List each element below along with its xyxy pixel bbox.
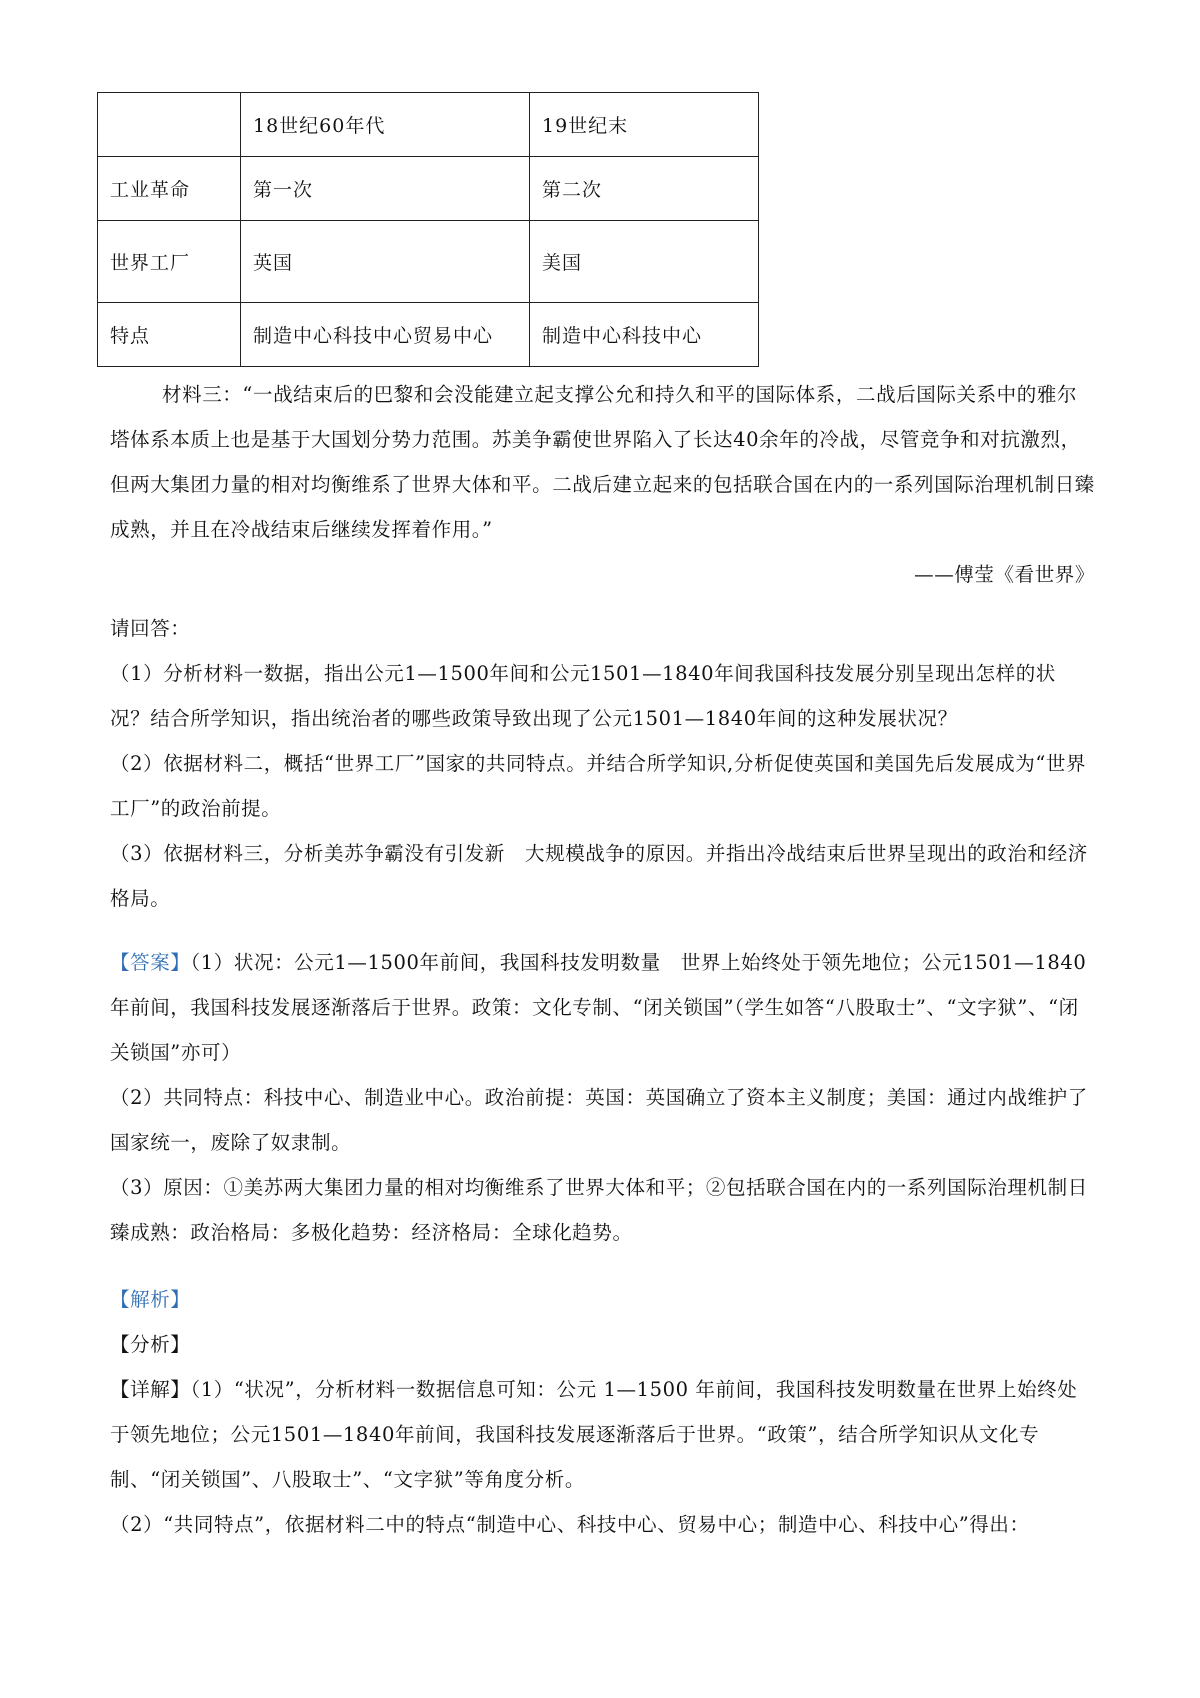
analysis-section [110,1277,1095,1547]
table-cell: 特点 [98,303,241,367]
detail-1 [110,1367,1095,1502]
answer-section [110,940,1095,1255]
table-cell: 英国 [241,221,530,303]
table-header-row [98,93,759,157]
table-header-cell [98,93,241,157]
table-cell: 世界工厂 [98,221,241,303]
table-cell: 美国 [530,221,759,303]
table-cell: 第二次 [530,157,759,221]
material-three [110,372,1095,597]
table-header-cell: 19世纪末 [530,93,759,157]
table-cell: 制造中心科技中心贸易中心 [241,303,530,367]
table-row [98,303,759,367]
table-cell: 第一次 [241,157,530,221]
detail-1-text: （1）“状况”，分析材料一数据信息可知：公元 1—1500 年前间，我国科技发明数量在世界上始终处于领先地位；公元1501—1840年前间，我国科技发展逐渐落后于世界。“政策”，结合所学知识从文化专制、“闭关锁国”、八股取士”、“文字狱”等角度分析。 [110,1378,1078,1491]
answer-2: （2）共同特点：科技中心、制造业中心。政治前提：英国：英国确立了资本主义制度；美国：通过内战维护了国家统一，废除了奴隶制。 [110,1086,1088,1154]
answer-3: （3）原因：①美苏两大集团力量的相对均衡维系了世界大体和平；②包括联合国在内的一系列国际治理机制日臻成熟：政治格局：多极化趋势：经济格局：全球化趋势。 [110,1176,1088,1244]
detail-tag: 【详解】 [110,1378,191,1401]
question-2: （2）依据材料二，概括“世界工厂”国家的共同特点。并结合所学知识,分析促使英国和美国先后发展成为“世界工厂”的政治前提。 [110,752,1087,820]
table-cell: 工业革命 [98,157,241,221]
answer-1-text: （1）状况：公元1—1500年前间，我国科技发明数量 世界上始终处于领先地位；公元1501—1840年前间，我国科技发展逐渐落后于世界。政策：文化专制、“闭关锁国”（学生如答“八股取士”、“文字狱”、“闭关锁国”亦可） [110,951,1087,1064]
table-row [98,157,759,221]
analysis-sub-tag: 【分析】 [110,1333,191,1356]
question-1: （1）分析材料一数据，指出公元1—1500年间和公元1501—1840年间我国科技发展分别呈现出怎样的状况？结合所学知识，指出统治者的哪些政策导致出现了公元1501—1840年间的这种发展状况？ [110,662,1056,730]
question-prompt [110,606,1095,921]
table-header-cell: 18世纪60年代 [241,93,530,157]
answer-1 [110,940,1095,1075]
answer-tag: 【答案】 [110,951,191,974]
analysis-tag: 【解析】 [110,1288,191,1311]
material-three-source: ——傅莹《看世界》 [914,563,1095,586]
table-cell: 制造中心科技中心 [530,303,759,367]
prompt-label: 请回答： [110,617,191,640]
question-3: （3）依据材料三，分析美苏争霸没有引发新 大规模战争的原因。并指出冷战结束后世界呈现出的政治和经济格局。 [110,842,1088,910]
industrial-revolution-table [97,92,759,367]
table-row [98,221,759,303]
material-three-text: 材料三：“一战结束后的巴黎和会没能建立起支撑公允和持久和平的国际体系，二战后国际关系中的雅尔塔体系本质上也是基于大国划分势力范围。苏美争霸使世界陷入了长达40余年的冷战，尽管竞争和对抗激烈，但两大集团力量的相对均衡维系了世界大体和平。二战后建立起来的包括联合国在内的一系列国际治理机制日臻成熟，并且在冷战结束后继续发挥着作用。” [110,383,1095,541]
detail-2: （2）“共同特点”，依据材料二中的特点“制造中心、科技中心、贸易中心；制造中心、科技中心”得出： [110,1513,1030,1536]
